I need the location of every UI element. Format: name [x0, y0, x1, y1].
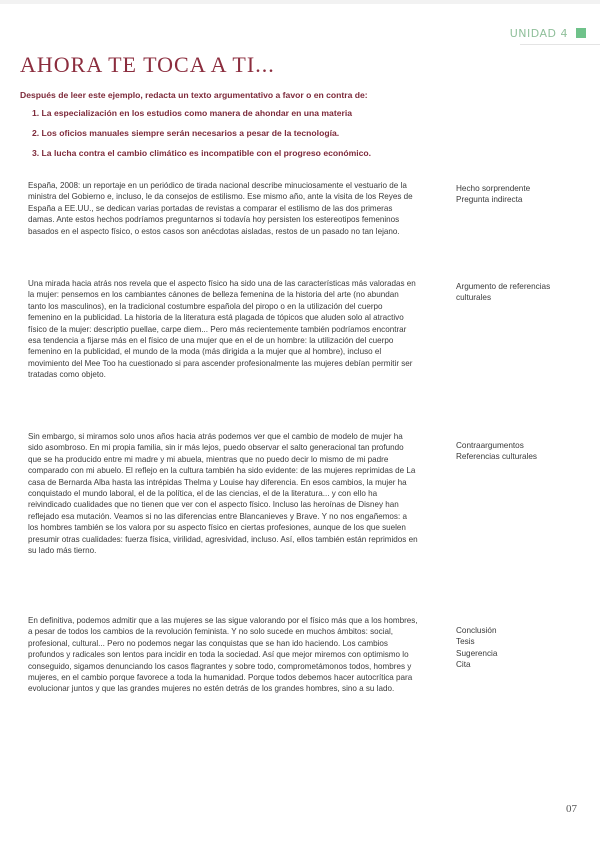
- note-label: Cita: [456, 660, 471, 670]
- note-label: Contraargumentos: [456, 441, 524, 450]
- unit-label: UNIDAD 4: [509, 27, 568, 40]
- margin-note-3: [456, 440, 586, 463]
- task-item-3: 3. La lucha contra el cambio climático es incompatible con el progreso económico.: [32, 148, 372, 158]
- instructions: Después de leer este ejemplo, redacta un texto argumentativo a favor o en contra de:: [20, 90, 368, 100]
- note-label: Argumento de referencias culturales: [456, 282, 551, 303]
- paragraph-conclusion: En definitiva, podemos admitir que a las mujeres se las sigue valorando por el físico más que a los hombres, a pesar de todos los cambios de la revolución feminista. Y no solo sucede en muchos ámbitos: social, profesional, cultural... Pero no podemos negar las conquistas que se han ido haciendo. Los cambios profundos y radicales son lentos para incidir en toda la sociedad. Así que mejor miremos con optimismo lo conseguido, sigamos denunciando los casos flagrantes y sobre todo, comprometámonos todos, hombres y mujeres, en el cambio porque favorece a toda la humanidad. Porque todos debemos hacer autocrítica para evolucionar juntos y que las grandes mujeres no estén detrás de los grandes hombres, sino a su lado.: [28, 616, 418, 694]
- task-item-1: 1. La especialización en los estudios como manera de ahondar en una materia: [32, 108, 352, 118]
- unit-marker-square: [576, 28, 586, 38]
- margin-note-4: [456, 625, 586, 671]
- paragraph-counterarguments: Sin embargo, si miramos solo unos años hacia atrás podemos ver que el cambio de modelo de mujer ha sido asombroso. En mi propia familia, sin ir más lejos, puedo observar el salto generacional tan profundo que se ha producido entre mi madre y mi abuela, mientras que no puedo decir lo mismo de mi padre comparado con mi abuelo. El reflejo en la cultura también ha sido evidente: de las mujeres reprimidas de La casa de Bernarda Alba hasta las intrépidas Thelma y Louise hay diferencia. En esos cambios, la mujer ha conquistado el mundo laboral, el de la política, el de las ciencias, el de la literatura... y con ello ha reivindicado cualidades que no tienen que ver con el aspecto físico. Incluso las heroínas de Disney han reflejado esa mutación. Veamos si no las diferencias entre Blancanieves y Brave. Y no nos engañemos: a los hombres también se los valora por su aspecto físico en ciertas profesiones, aunque de los que suelen presumir otras cualidades: fuerza física, virilidad, agresividad, incluso. Así, ellos también están reprimidos en su lado más tierno.: [28, 432, 418, 556]
- note-label: Conclusión: [456, 626, 497, 635]
- note-label: Tesis: [456, 637, 475, 647]
- margin-note-2: [456, 281, 586, 304]
- task-item-2: 2. Los oficios manuales siempre serán necesarios a pesar de la tecnología.: [32, 128, 340, 138]
- top-rule: [0, 0, 600, 4]
- margin-note-1: [456, 183, 586, 206]
- note-label: Sugerencia: [456, 648, 498, 658]
- page-title: AHORA TE TOCA A TI...: [20, 52, 275, 77]
- page-number: 07: [566, 803, 577, 815]
- note-label: Referencias culturales: [456, 452, 538, 462]
- header-divider: [520, 44, 600, 45]
- paragraph-arguments: Una mirada hacia atrás nos revela que el aspecto físico ha sido una de las características más valoradas en la mujer: pensemos en los cambiantes cánones de belleza femenina de la historia del arte (no abundan tanto los masculinos), en la tradicional costumbre española del piropo o en la utilización del cuerpo femenino en la publicidad. La historia de la literatura está plagada de tópicos que aluden solo al atractivo físico de la mujer: descriptio puellae, carpe diem... Pero más recientemente también podríamos encontrar esa tendencia a fijarse más en el físico de una mujer que en el de un hombre: la utilización del cuerpo femenino en la publicidad, el mundo de la moda (más dirigida a la mujer que al hombre), incluso el movimiento del Mee Too ha cuestionado si para ascender profesionalmente las mujeres debían permitir ser tratadas como objeto.: [28, 279, 416, 380]
- note-label: Pregunta indirecta: [456, 195, 523, 205]
- paragraph-introduction: España, 2008: un reportaje en un periódico de tirada nacional describe minuciosamente el vestuario de la ministra del Gobierno e, incluso, le da consejos de estilismo. Ese mismo año, ante la visita de los Reyes de España a EE.UU., se dedican varias portadas de revistas a comparar el estilismo de las dos primeras damas. Ante estos hechos podríamos preguntarnos si todavía hoy persisten los estereotipos femeninos basados en el aspecto físico, o estos casos son anécdotas aisladas, restos de un pasado no tan lejano.: [28, 181, 413, 236]
- note-label: Hecho sorprendente: [456, 184, 531, 193]
- task-list: [20, 108, 480, 168]
